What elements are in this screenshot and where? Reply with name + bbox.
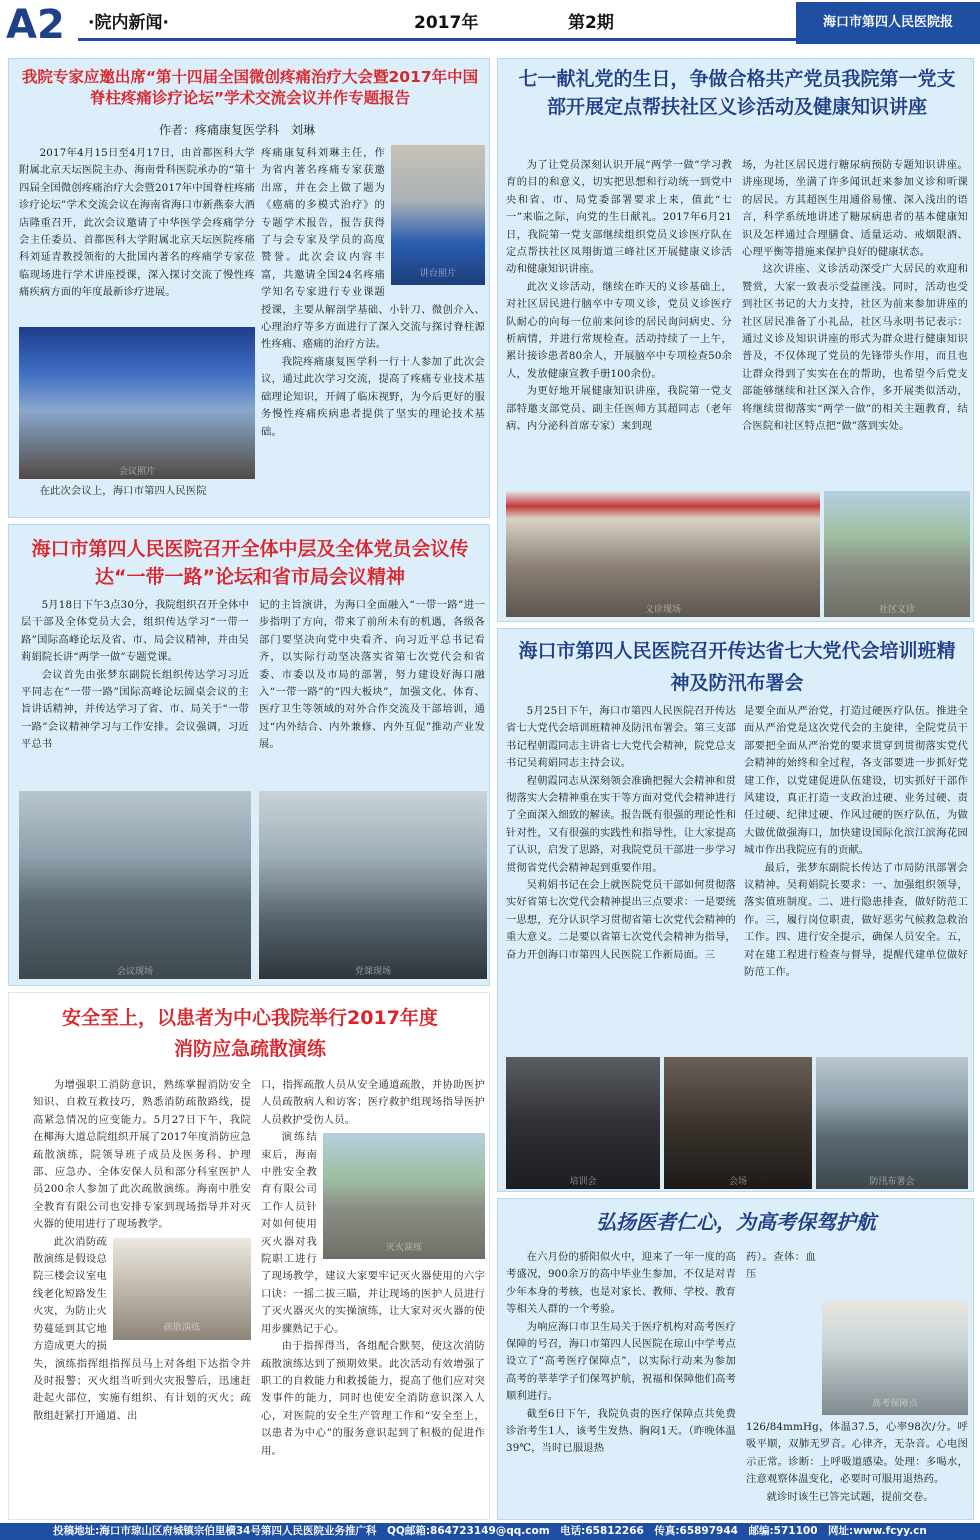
article-exam-support xyxy=(497,1198,974,1520)
contact-info: 投稿地址:海口市琼山区府城镇宗伯里横34号第四人民医院业务推广科 QQ邮箱:864723149@qq.com 电话:65812266 传真:65897944 邮编:571100 网址:www.fcyy.cn xyxy=(53,1525,927,1537)
article-body-col1: 在六月份的骄阳似火中，迎来了一年一度的高考盛况，900余万的高中毕业生参加，不仅是对青少年本身的考核，也是对家长、教师、学校、教育等相关人群的一个考验。 为响应海口市卫生局关于医疗机构对高考医疗保障的号召，海口市第四人民医院在琼山中学考点设立了“高考医疗保障点”，以实际行动来为参加高考的莘莘学子们保驾护航，祝福和保障他们高考顺利进行。 截至6日下午，我院负责的医疗保障点共免费诊治考生1人，该考生发热、胸闷1天。（昨晚体温39℃，当时已服退热 xyxy=(506,1251,736,1455)
issue-number: 第2期 xyxy=(568,13,614,33)
page-header xyxy=(0,0,980,50)
exam-clinic-photo: 高考保障点 xyxy=(822,1301,968,1415)
article-body-col1: 5月18日下午3点30分，我院组织召开全体中层干部及全体党员大会，组织传达学习“一带一路”国际高峰论坛及省、市、局会议精神，并由吴莉娟院长讲“两学一做”专题党课。 会议首先由张梦东副院长组织传达学习习近平同志在“一带一路”国际高峰论坛圆桌会议的主旨讲话精神，并传达学习了省、市、局关于“一带一路”会议精神学习与工作安排。会议强调，习近平总书 xyxy=(21,599,249,751)
paper-name-banner xyxy=(796,2,980,44)
article-body-col2: 记的主旨演讲，为海口全面融入“一带一路”进一步指明了方向，带来了前所未有的机遇，各级各部门要坚决向党中央看齐、向习近平总书记看齐，以实际行动坚决落实省第七次党代会和省委、市委以及市局的部署，努力建设好海口融入“一带一路”的“四大板块”，加强文化、体育、医疗卫生等领域的对外合作交流及干部培训，通过“内外结合、内外兼修、内外互促”推动产业发展。 xyxy=(259,599,485,751)
extinguisher-photo: 灭火演练 xyxy=(323,1133,485,1259)
meeting-photo-1: 会议现场 xyxy=(19,791,251,979)
article-fire-drill xyxy=(8,992,490,1520)
meeting-photo-2: 党课现场 xyxy=(259,791,487,979)
section-name: ·院内新闻· xyxy=(88,13,169,33)
article-body-col1: 为增强职工消防意识，熟练掌握消防安全知识、自救互救技巧，熟悉消防疏散路线，提高紧急情况的应变能力。5月27日下午，我院在椰海大道总院组织开展了2017年度消防应急疏散演练，院领导班子成员及医务科、护理部、应急办、全体安保人员和部分科室医护人员200余人参加了此次疏散演练。海南中胜安全教育有限公司也安排专家到现场指导并对灭火器的使用进行了现场教学。 疏散演练 此次消防疏散演练是假设总院三楼会议室电线老化短路发生火灾，为防止火势蔓延到其它地方造成更大的损失，演练指挥组指挥员马上对各组下达指令并及时报警；灭火组当听到火灾报警后，迅速赶赴起火部位，实施有组织、有计划的灭火；疏散组赶紧打开通道、出 xyxy=(33,1079,251,1422)
article-title: 七一献礼党的生日，争做合格共产党员我院第一党支部开展定点帮扶社区义诊活动及健康知识讲座 xyxy=(518,68,956,118)
article-author: 作者：疼痛康复医学科 刘琳 xyxy=(159,123,316,137)
paper-name: 海口市第四人民医院报 xyxy=(822,15,953,30)
article-body-col1-cont: 在此次会议上，海口市第四人民医院 xyxy=(39,485,207,497)
article-body-col2: 场，为社区居民进行糖尿病预防专题知识讲座。讲座现场，坐满了许多闻讯赶来参加义诊和听课的居民。方其超医生用通俗易懂、深入浅出的语言，科学系统地讲述了糖尿病患者的基本健康知识及怎样通过合理膳食、适量运动、戒烟限酒、心理平衡等措施来保护良好的健康状态。 这次讲座、义诊活动深受广大居民的欢迎和赞赏，大家一致表示受益匪浅。同时，活动也受到社区书记的大力支持，社区为前来参加讲座的社区居民准备了小礼品，社区马永明书记表示：通过义诊及知识讲座的形式为群众进行健康知识普及，不仅体现了党员的先锋带头作用，而且也让群众得到了实实在在的帮助，也希望今后党支部能够继续和社区深入合作，多开展类似活动，将继续贯彻落实“两学一做”的相关主题教育，结合医院和社区特点把“做”落到实处。 xyxy=(742,159,968,433)
article-title: 海口市第四人民医院召开全体中层及全体党员会议传达“一带一路”论坛和省市局会议精神 xyxy=(31,538,469,588)
speaker-photo: 讲台照片 xyxy=(391,145,485,285)
article-body-col2: 口，指挥疏散人员从安全通道疏散，并协助医护人员疏散病人和访客；医疗救护组现场指导医护人员救护受伤人员。 灭火演练 演练结束后，海南中胜安全教育有限公司工作人员针对如何使用灭火器对我院职工进行了现场教学，建议大家要牢记灭火器使用的六字口诀：一摇二拔三瞄，并让现场的医护人员进行了灭火器灭火的实操演练，让大家对灭火器的使用步骤熟记于心。 由于指挥得当，各组配合默契，使这次消防疏散演练达到了预期效果。此次活动有效增强了职工的自救能力和救援能力，提高了他们应对突发事件的能力，同时也使安全消防意识深入人心，对医院的安全生产管理工作和“安全至上，以患者为中心”的服务意识起到了积极的促进作用。 xyxy=(261,1079,485,1457)
article-body-col2: 讲台照片 疼痛康复科刘琳主任，作为省内著名疼痛专家获邀出席，并在会上做了题为《癌痛的多模式治疗》的专题学术报告，报告获得了与会专家及学员的高度赞誉。此次会议内容丰富，共邀请全国24名疼痛学知名专家进行专业课题授课，主要从解剖学基础、小针刀、微创介入、心理治疗等多方面进行了深入交流与探讨脊柱源性疼痛、癌痛的治疗方法。 我院疼痛康复医学科一行十人参加了此次会议，通过此次学习交流，提高了疼痛专业技术基础理论知识，开阔了临床视野，为今后更好的服务慢性疼痛疾病患者提供了坚实的理论技术基础。 xyxy=(261,147,485,438)
flood-meeting-photo: 防汛布署会 xyxy=(816,1057,968,1189)
article-pain-conference xyxy=(8,58,490,518)
article-title: 安全至上，以患者为中心我院举行2017年度消防应急疏散演练 xyxy=(62,1007,438,1060)
issue-year: 2017年 xyxy=(414,13,479,33)
article-title: 弘扬医者仁心，为高考保驾护航 xyxy=(596,1210,876,1234)
article-party-congress-flood xyxy=(497,628,974,1192)
article-title: 海口市第四人民医院召开传达省七大党代会培训班精神及防汛布署会 xyxy=(518,640,956,694)
evacuation-photo: 疏散演练 xyxy=(113,1238,251,1340)
article-body-col1: 2017年4月15日至4月17日，由首都医科大学附属北京天坛医院主办、海南骨科医院承办的“第十四届全国微创疼痛治疗大会暨2017年中国脊柱疼痛诊疗论坛”学术交流会议在海南省海口市新燕泰大酒店隆重召开，此次会议邀请了中华医学会疼痛学分会主任委员、首都医科大学附属北京天坛医院疼痛科刘延青教授领衔的大批国内著名的疼痛学专家莅临现场进行学术讲座授课，深入探讨交流了慢性疼痛疾病方面的年度最新诊疗进展。 xyxy=(19,147,255,299)
article-body-col2: 高考保障点 药）。查体：血压126/84mmHg，体温37.5，心率98次/分。呼吸平顺，双肺无罗音。心律齐，无杂音。心电图示正常。诊断：上呼吸道感染。处理：多喝水，注意观察体温变化，必要时可服用退热药。 就诊时该生已答完试题，提前交卷。 xyxy=(746,1251,968,1503)
training-photo-2: 会场 xyxy=(664,1057,812,1189)
page-footer xyxy=(0,1523,980,1540)
clinic-photo-2: 社区义诊 xyxy=(824,491,970,617)
article-party-clinic xyxy=(497,58,974,622)
header-rule xyxy=(78,38,796,41)
article-body-col1: 5月25日下午，海口市第四人民医院召开传达省七大党代会培训班精神及防汛布署会。第三支部书记程朝霞同志主讲省七大党代会精神，院党总支书记吴莉娟同志主持会议。 程朝霞同志从深刻领会准确把握大会精神和贯彻落实大会精神重在实干等方面对党代会精神进行了全面深入细致的解读。报告既有很强的理论性和针对性，又有很强的实践性和指导性，让大家提高了认识，启发了思路，对我院党员干部进一步学习贯彻省党代会精神起到重要作用。 吴莉娟书记在会上就医院党员干部如何贯彻落实好省第七次党代会精神提出三点要求：一是要统一思想，充分认识学习贯彻省第七次党代会精神的重大意义。二是要以省第七次党代会精神为指导，奋力开创海口市第四人民医院工作新局面。三 xyxy=(506,705,736,961)
training-photo-1: 培训会 xyxy=(506,1057,660,1189)
article-title: 我院专家应邀出席“第十四届全国微创疼痛治疗大会暨2017年中国脊柱疼痛诊疗论坛”学术交流会议并作专题报告 xyxy=(21,68,479,107)
clinic-photo-1: 义诊现场 xyxy=(506,491,820,617)
article-body-col2: 是要全面从严治党，打造过硬医疗队伍。推进全面从严治党是这次党代会的主旋律，全院党员干部要把全面从严治党的要求贯穿到贯彻落实党代会精神的始终和全过程，各支部要进一步抓好党建工作，以党建促进队伍建设，切实抓好干部作风建设，真正打造一支政治过硬、业务过硬、责任过硬、纪律过硬、作风过硬的医疗队伍，为做大做优做强海口，加快建设国际化滨江滨海花园城市作出我院应有的贡献。 最后，张梦东副院长传达了市局防汛部署会议精神。吴莉娟院长要求：一、加强组织领导，落实值班制度。二、进行隐患排查，做好防范工作。三，履行岗位职责，做好恶劣气候救急救治工作。四、进行安全提示，确保人员安全。五，对在建工程进行检查与督导，提醒代建单位做好防范工作。 xyxy=(744,705,968,979)
article-body-col1: 为了让党员深刻认识开展“两学一做”学习教育的目的和意义，切实把思想和行动统一到党中央和省、市、局党委部署要求上来，值此“七一”来临之际，向党的生日献礼。2017年6月21日，我院第一党支部继续组织党员义诊医疗队在定点帮扶社区凤翔街道三峰社区开展健康义诊活动和健康知识讲座。 此次义诊活动，继续在昨天的义诊基础上，对社区居民进行脑卒中专项义诊，党员义诊医疗队耐心的向每一位前来问诊的居民询问病史、分析病情，并进行常规检查。活动持续了一上午，累计接诊患者80余人，开展脑卒中专项检查50余人，发放健康宣教手册100余份。 为更好地开展健康知识讲座，我院第一党支部特邀支部党员、副主任医师方其超同志（老年病、内分泌科首席专家）来到现 xyxy=(506,159,732,433)
conference-photo: 会议照片 xyxy=(19,327,255,479)
page-number: A2 xyxy=(6,2,65,48)
article-belt-road xyxy=(8,524,490,986)
